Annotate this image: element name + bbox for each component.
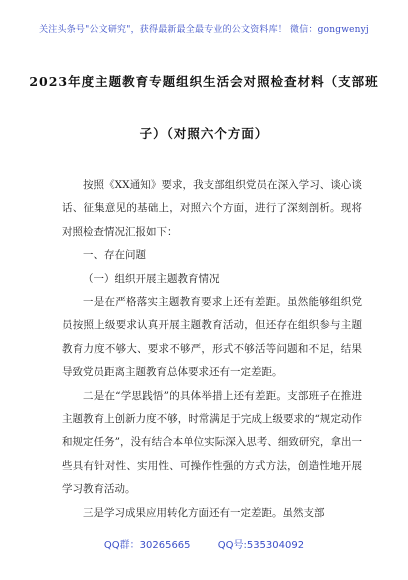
body-paragraph-2: 二是在“学思践悟”的具体举措上还有差距。支部班子在推进主题教育上创新力度不够，时常满足于完成上级要求的“规定动作和规定任务”，没有结合本单位实际深入思考、细致研究，拿出一些具有针对性、实用性、可操作性强的方式方法，创造性地开展学习教育活动。 xyxy=(62,389,362,496)
subsection-heading: （一）组织开展主题教育情况 xyxy=(83,272,220,285)
document-title-line-2: 子）（对照六个方面） xyxy=(139,126,269,141)
document-body xyxy=(62,174,362,525)
contact-footer xyxy=(0,536,408,551)
qq-group-text: QQ群：30265665 xyxy=(103,540,191,551)
qq-number-text: QQ号:535304092 xyxy=(217,540,305,551)
document-title-line-1: 2023年度主题教育专题组织生活会对照检查材料（支部班 xyxy=(29,74,379,89)
intro-paragraph: 按照《XX通知》要求，我支部组织党员在深入学习、谈心谈话、征集意见的基础上，对照六个方面，进行了深刻剖析。现将对照检查情况汇报如下： xyxy=(62,179,362,238)
section-heading: 一、存在问题 xyxy=(83,249,146,262)
promo-header: 关注头条号"公文研究"，获得最新最全最专业的公文资料库！ 微信：gongwenyj xyxy=(39,25,369,35)
body-paragraph-3: 三是学习成果应用转化方面还有一定差距。虽然支部 xyxy=(83,506,325,519)
body-paragraph-1: 一是在严格落实主题教育要求上还有差距。虽然能够组织党员按照上级要求认真开展主题教育活动，但还存在组织参与主题教育力度不够大、要求不够严，形式不够活等问题和不足，结果导致党员距离主题教育总体要求还有一定差距。 xyxy=(62,296,362,379)
